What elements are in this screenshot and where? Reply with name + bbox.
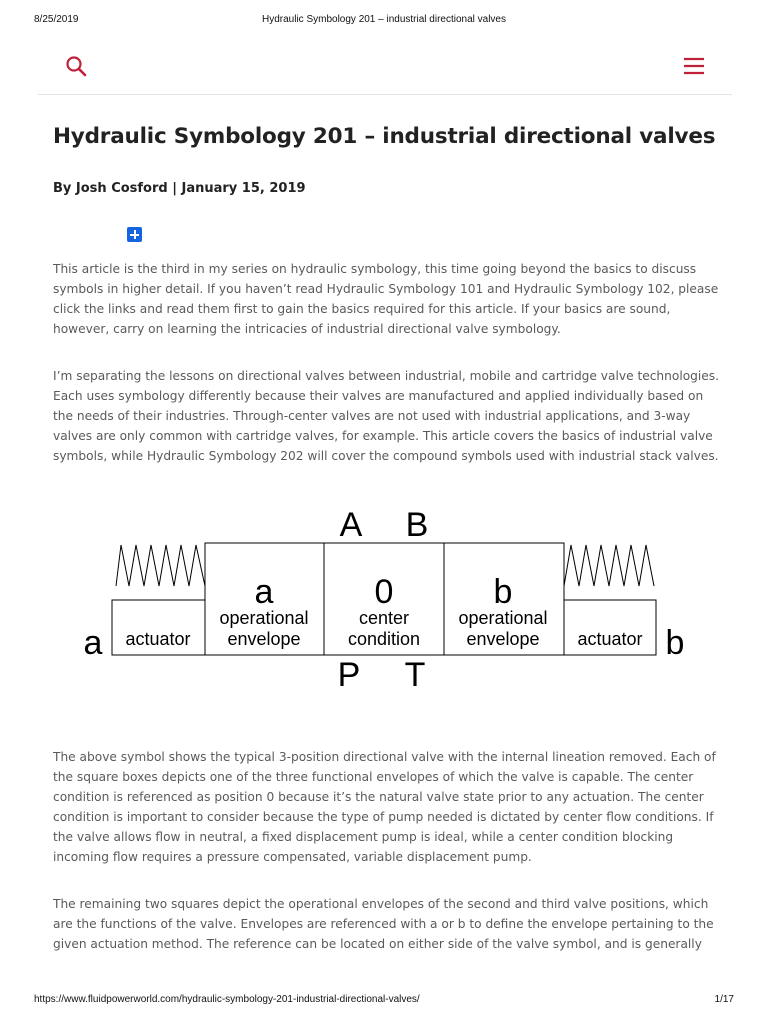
right-envelope-letter: b (493, 573, 513, 611)
article-title: Hydraulic Symbology 201 – industrial directional valves (53, 124, 716, 149)
center-line2: condition (347, 629, 421, 649)
left-envelope-line2: envelope (227, 629, 301, 649)
print-page-title: Hydraulic Symbology 201 – industrial directional valves (261, 14, 506, 25)
center-number: 0 (374, 573, 394, 611)
port-b-label: B (405, 506, 429, 544)
article-paragraph-4: The remaining two squares depict the operational envelopes of the second and third valve positions, which are the functions of the valve. Envelopes are referenced with a or b to define the envelope pertaining to the given actuation method. The reference can be located on either side of the valve symbol, and is generally (53, 897, 714, 951)
center-line1: center (358, 608, 410, 628)
port-a-label: A (339, 506, 363, 544)
print-url: https://www.fluidpowerworld.com/hydraulic-symbology-201-industrial-directional-valves/ (34, 994, 420, 1005)
hamburger-menu-icon[interactable] (682, 54, 706, 78)
article-paragraph-1: This article is the third in my series on hydraulic symbology, this time going beyond the basics to discuss symbols in higher detail. If you haven’t read Hydraulic Symbology 101 and Hydraulic Symbology 102, please click the links and read them first to gain the basics required for this article. If your basics are sound, however, carry on learning the intricacies of industrial directional valve symbology. (53, 262, 719, 336)
right-actuator-label: actuator (577, 629, 643, 649)
share-plus-icon[interactable] (127, 227, 142, 242)
site-navbar (38, 38, 732, 95)
article-paragraph-2: I’m separating the lessons on directional valves between industrial, mobile and cartridge valve technologies. Each uses symbology differently because their valves are manufactured and applied individually based on the needs of their industries. Through-center valves are not used with industrial applications, and 3-way valves are only common with cartridge valves, for example. This article covers the basics of industrial valve symbols, while Hydraulic Symbology 202 will cover the compound symbols used with industrial stack valves. (53, 369, 720, 463)
left-envelope-letter: a (254, 573, 274, 611)
search-icon[interactable] (64, 54, 88, 78)
left-envelope-line1: operational (219, 608, 309, 628)
side-a-label: a (83, 624, 103, 662)
port-p-label: P (337, 656, 361, 694)
left-spring-icon (116, 545, 205, 586)
article-paragraph-3: The above symbol shows the typical 3-position directional valve with the internal lineation removed. Each of the square boxes depicts one of the three functional envelopes of which the valve is capable. The center condition is referenced as position 0 because it’s the natural valve state prior to any actuation. The center condition is important to consider because the type of pump needed is dictated by center flow conditions. If the valve allows flow in neutral, a fixed displacement pump is ideal, while a center condition blocking incoming flow requires a pressure compensated, variable displacement pump. (53, 750, 716, 864)
print-date: 8/25/2019 (34, 14, 79, 25)
print-header (0, 14, 768, 28)
directional-valve-symbol-diagram (76, 500, 696, 700)
right-spring-icon (564, 545, 654, 586)
right-envelope-line2: envelope (466, 629, 540, 649)
side-b-label: b (665, 624, 685, 662)
print-footer (0, 994, 768, 1008)
port-t-label: T (404, 656, 426, 694)
left-actuator-label: actuator (125, 629, 191, 649)
article-byline: By Josh Cosford | January 15, 2019 (53, 181, 306, 196)
print-page-number: 1/17 (714, 994, 734, 1005)
right-envelope-line1: operational (458, 608, 548, 628)
